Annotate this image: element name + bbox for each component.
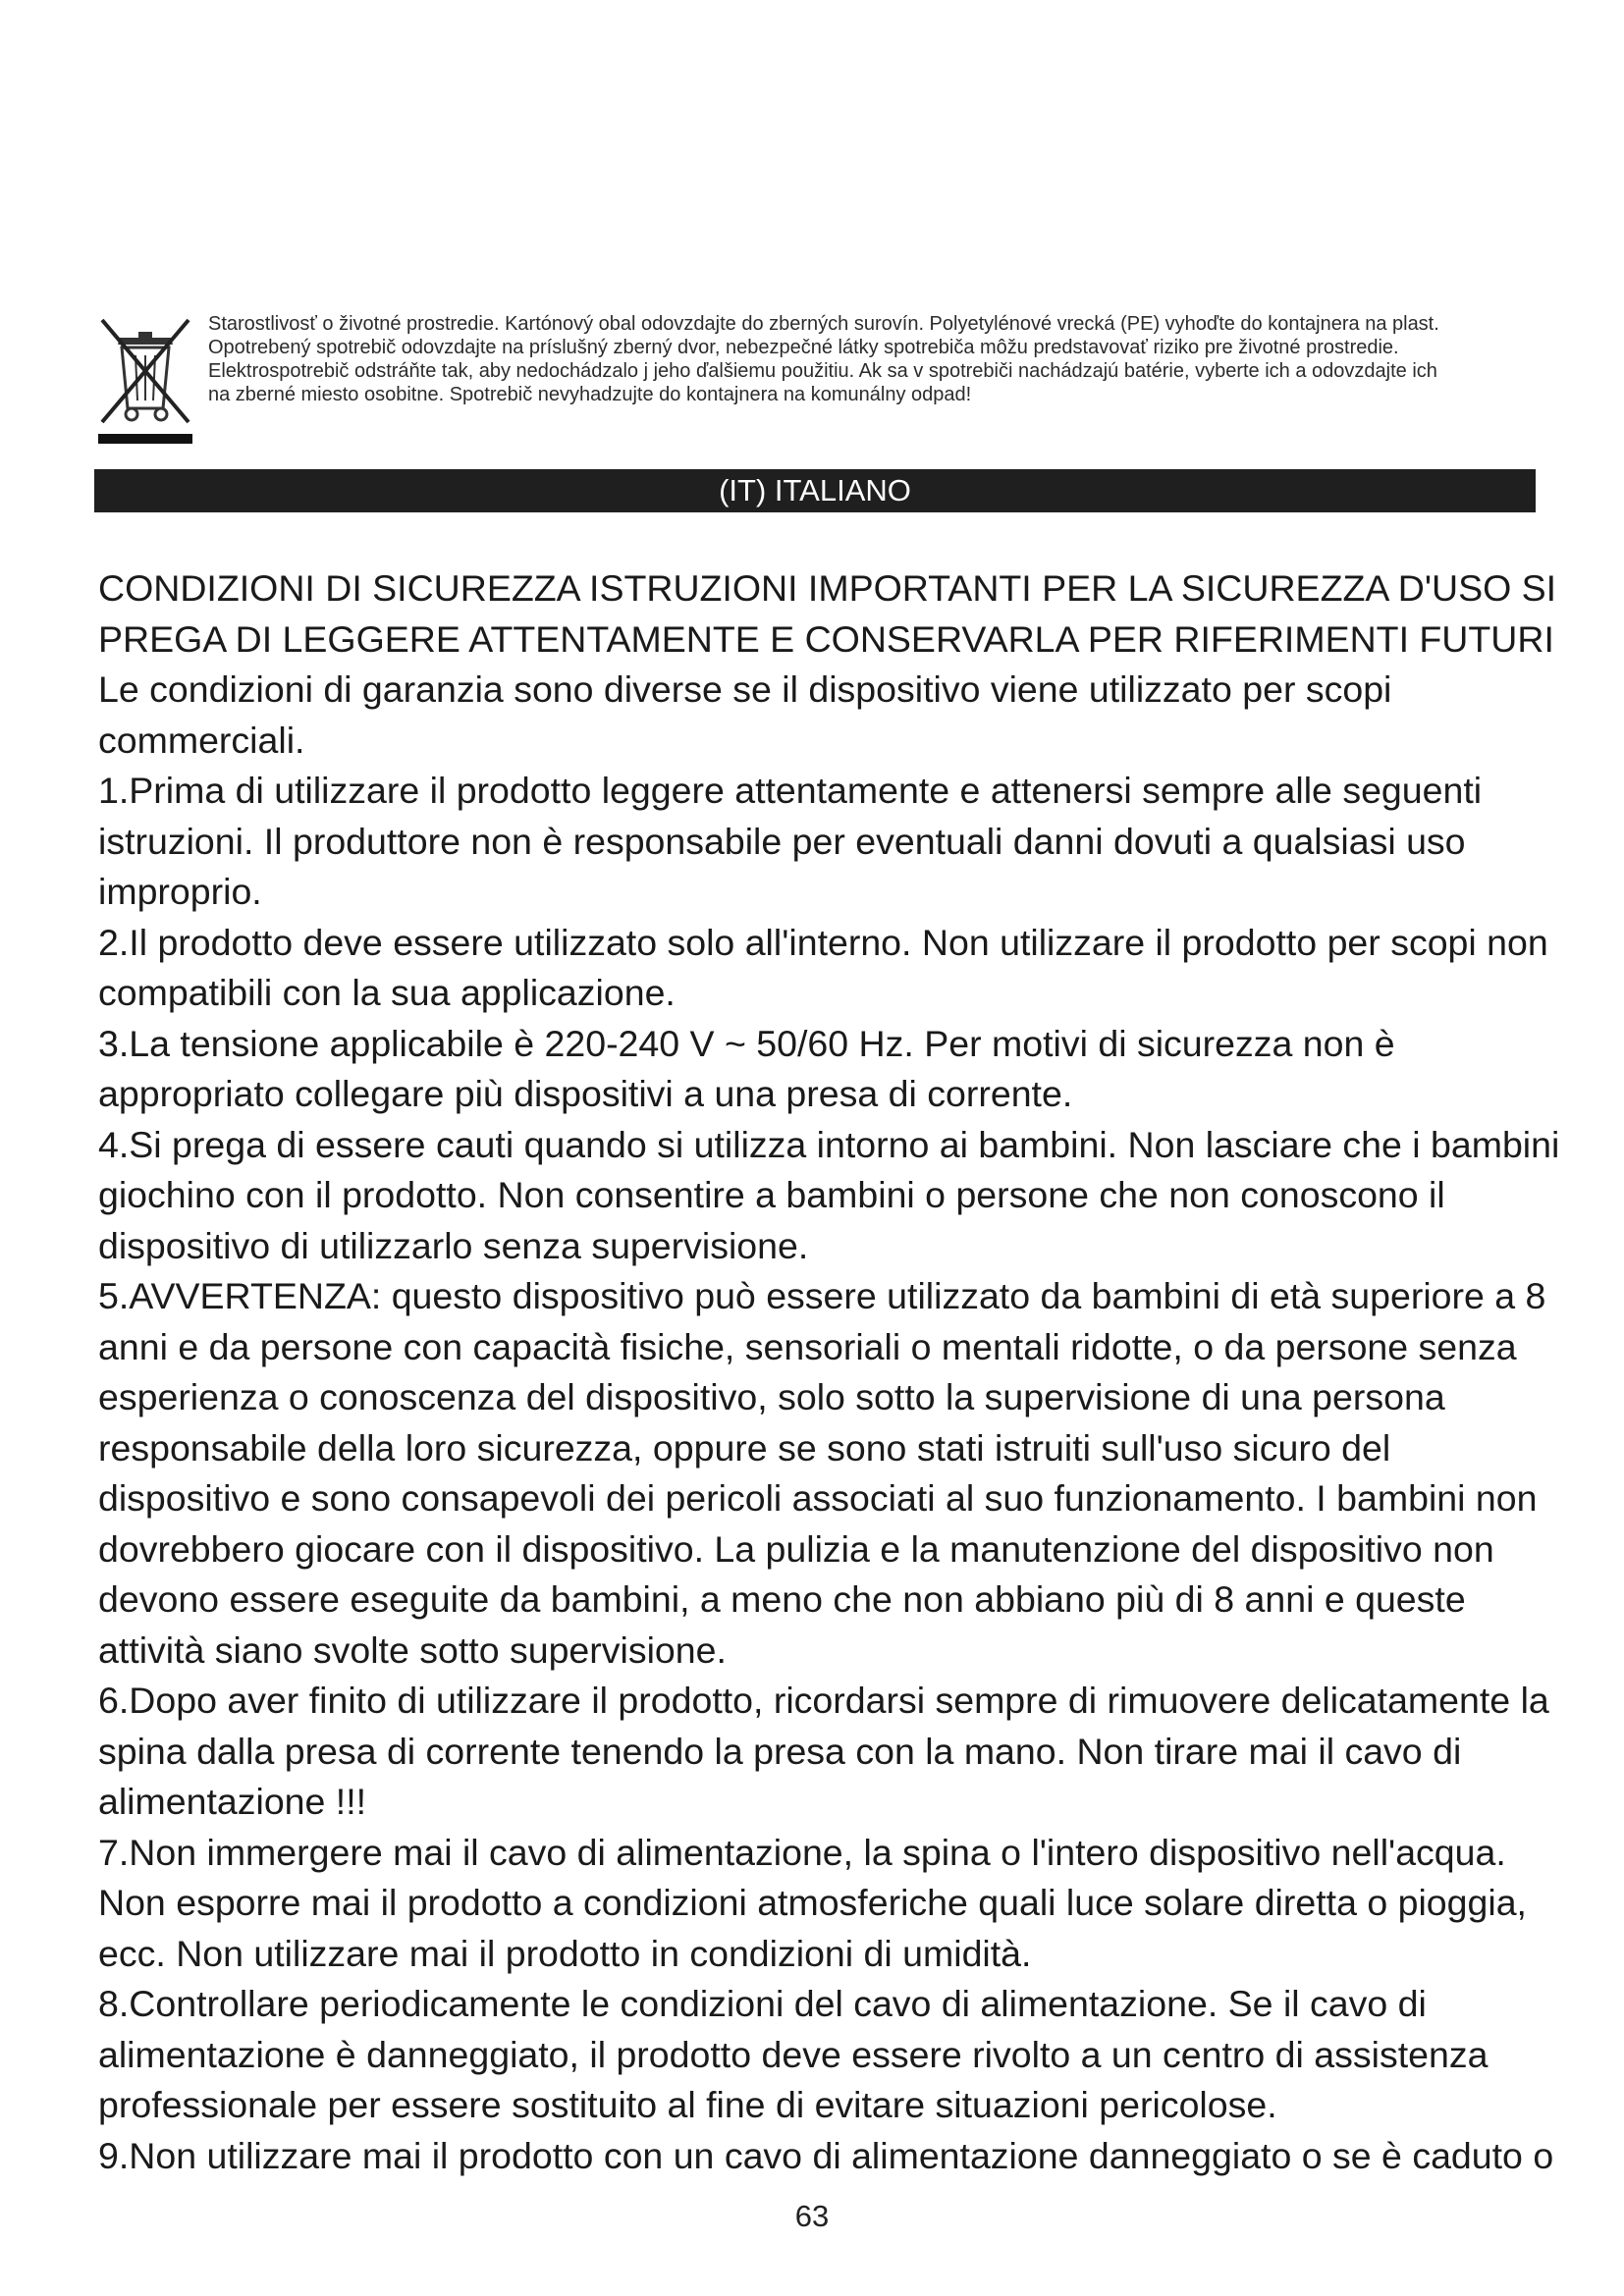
text-line: 3.La tensione applicabile è 220-240 V ~ 50/60 Hz. Per motivi di sicurezza non è xyxy=(98,1022,1395,1064)
text-line: 7.Non immergere mai il cavo di alimentazione, la spina o l'intero dispositivo nell'acqua. xyxy=(98,1831,1506,1873)
text-line: devono essere eseguite da bambini, a meno che non abbiano più di 8 anni e queste xyxy=(98,1578,1466,1620)
text-line: alimentazione !!! xyxy=(98,1781,367,1822)
safety-title-line: PREGA DI LEGGERE ATTENTAMENTE E CONSERVARLA PER RIFERIMENTI FUTURI xyxy=(98,617,1554,660)
text-line: improprio. xyxy=(98,871,262,912)
text-line: ecc. Non utilizzare mai il prodotto in condizioni di umidità. xyxy=(98,1932,1032,1974)
text-line: commerciali. xyxy=(98,719,305,761)
text-line: responsabile della loro sicurezza, oppure se sono stati istruiti sull'uso sicuro del xyxy=(98,1426,1391,1468)
text-line: attività siano svolte sotto supervisione. xyxy=(98,1629,727,1671)
text-line: Non esporre mai il prodotto a condizioni atmosferiche quali luce solare diretta o pioggia, xyxy=(98,1882,1527,1923)
text-line: professionale per essere sostituito al fine di evitare situazioni pericolose. xyxy=(98,2084,1277,2125)
text-line: dovrebbero giocare con il dispositivo. La pulizia e la manutenzione del dispositivo non xyxy=(98,1527,1494,1570)
text-line: 1.Prima di utilizzare il prodotto leggere attentamente e attenersi sempre alle seguenti xyxy=(98,770,1483,811)
text-line: compatibili con la sua applicazione. xyxy=(98,972,676,1013)
text-line: dispositivo e sono consapevoli dei pericoli associati al suo funzionamento. I bambini non xyxy=(98,1477,1538,1519)
weee-line: Starostlivosť o životné prostredie. Kartónový obal odovzdajte do zberných surovín. Polyetylénové vrecká (PE) vyhoďte do kontajnera na plast. xyxy=(208,313,1439,335)
safety-title-line: CONDIZIONI DI SICUREZZA ISTRUZIONI IMPORTANTI PER LA SICUREZZA D'USO SI xyxy=(98,567,1557,609)
page-number: 63 xyxy=(794,2199,830,2233)
text-line: 2.Il prodotto deve essere utilizzato solo all'interno. Non utilizzare il prodotto per scopi non xyxy=(98,921,1548,963)
crossed-out-wheelie-bin-icon xyxy=(94,312,196,444)
text-line: giochino con il prodotto. Non consentire a bambini o persone che non conoscono il xyxy=(98,1174,1445,1215)
weee-line: Opotrebený spotrebič odovzdajte na príslušný zberný dvor, nebezpečné látky spotrebiča môžu predstavovať riziko pre životné prostredie. xyxy=(208,337,1399,358)
text-line: anni e da persone con capacità fisiche, sensoriali o mentali ridotte, o da persone senza xyxy=(98,1325,1517,1367)
text-line: 4.Si prega di essere cauti quando si utilizza intorno ai bambini. Non lasciare che i bambini xyxy=(98,1123,1560,1165)
text-line: dispositivo di utilizzarlo senza supervisione. xyxy=(98,1224,809,1266)
text-line: 5.AVVERTENZA: questo dispositivo può essere utilizzato da bambini di età superiore a 8 xyxy=(98,1275,1546,1316)
safety-instructions xyxy=(98,563,1560,2181)
text-line: 8.Controllare periodicamente le condizioni del cavo di alimentazione. Se il cavo di xyxy=(98,1983,1427,2024)
text-line: Le condizioni di garanzia sono diverse se il dispositivo viene utilizzato per scopi xyxy=(98,668,1392,710)
text-line: esperienza o conoscenza del dispositivo, solo sotto la supervisione di una persona xyxy=(98,1376,1445,1417)
text-line: istruzioni. Il produttore non è responsabile per eventuali danni dovuti a qualsiasi uso xyxy=(98,820,1466,862)
language-section-header: (IT) ITALIANO xyxy=(94,469,1536,512)
text-line: spina dalla presa di corrente tenendo la presa con la mano. Non tirare mai il cavo di xyxy=(98,1730,1462,1772)
text-line: 6.Dopo aver finito di utilizzare il prodotto, ricordarsi sempre di rimuovere delicatamente la xyxy=(98,1680,1549,1721)
weee-notice-text xyxy=(208,312,1624,406)
text-line: 9.Non utilizzare mai il prodotto con un cavo di alimentazione danneggiato o se è caduto o xyxy=(98,2134,1554,2176)
text-line: alimentazione è danneggiato, il prodotto deve essere rivolto a un centro di assistenza xyxy=(98,2033,1489,2075)
text-line: appropriato collegare più dispositivi a una presa di corrente. xyxy=(98,1073,1073,1114)
weee-notice xyxy=(94,312,1538,450)
weee-line: na zberné miesto osobitne. Spotrebič nevyhadzujte do kontajnera na komunálny odpad! xyxy=(208,384,972,405)
weee-line: Elektrospotrebič odstráňte tak, aby nedochádzalo j jeho ďalšiemu použitiu. Ak sa v spotrebiči nachádzajú batérie, vyberte ich a odovzdajte ich xyxy=(208,360,1437,382)
